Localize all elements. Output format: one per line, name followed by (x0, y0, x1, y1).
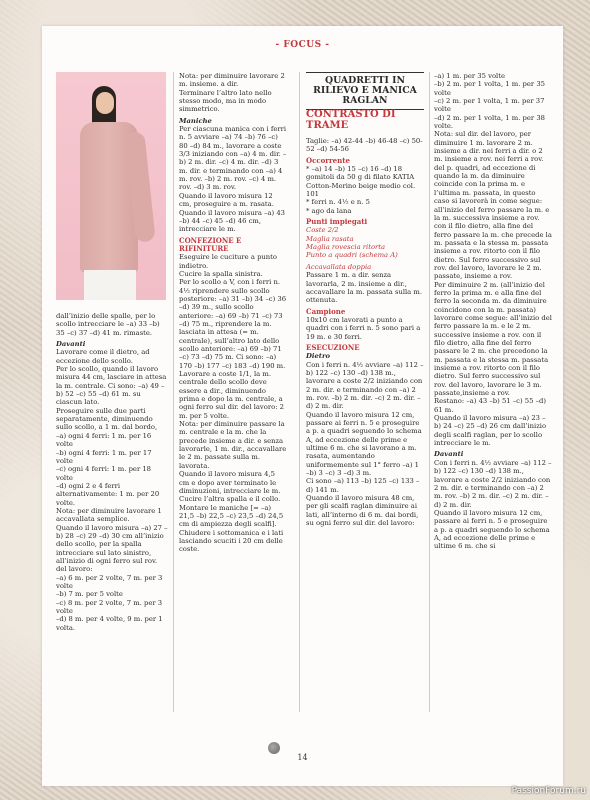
paragraph: Quando il lavoro misura 12 cm, proseguire a m. rasata. (179, 191, 274, 209)
paragraph: Nota: sul dir. del lavoro, per diminuire 1 m. lavorare 2 m. insieme a dir. nei ferri a dir. o 2 m. insieme a rov. nei ferri a rov. del p. quadri, ad eccezione di quando la m. da diminuire coincide con la prima m. e l’ultima m. passata, in questo caso si lavorerà in come segue: all’inizio del ferro passare la m. e la m. successiva insieme a rov. con il filo dietro, alla fine del ferro passare la m. che precede la m. passata e la stessa m. passata insieme a rov. ritorto con il filo dietro. Sul ferro successivo sul rov. del lavoro, lavorare le 2 m. passate, insieme a rov. (434, 130, 552, 281)
paragraph: –b) ogni 4 ferri: 1 m. per 17 volte (56, 448, 152, 465)
paragraph: Con i ferri n. 4½ avviare –a) 112 –b) 122 –c) 130 –d) 138 m., lavorare a coste 2/2 iniziando con 2 m. dir. e terminando con –a) 2 m. rov. –b) 2 m. dir. –c) 2 m. dir. –d) 2 m. dir. (434, 458, 552, 509)
paragraph: Quando il lavoro misura 4,5 cm e dopo aver terminato le diminuzioni, intrecciare le m. (179, 470, 281, 495)
column-divider (173, 72, 174, 712)
paragraph: Cucire la spalla sinistra. (179, 269, 263, 278)
list-item: * ferri n. 4½ e n. 5 (306, 198, 370, 207)
pattern-subtitle: CONTRASTO DI TRAME (306, 109, 396, 131)
section-heading: CONFEZIONE E RIFINITURE (179, 235, 242, 253)
paragraph: Nota: per diminuire passare la m. centrale e la m. che la precede insieme a dir. e senza lavorarle, 1 m. dir., accavallare le 2 m. passate sulla m. lavorata. (179, 420, 287, 470)
paragraph: Per ciascuna manica con i ferri n. 5 avviare –a) 74 –b) 76 –c) 80 –d) 84 m., lavorare a coste 3/3 iniziando con –a) 4 m. dir. –b) 2 m. dir. –c) 4 m. dir. –d) 3 m. dir. e terminando con –a) 4 m. rov. –b) 2 m. rov. –c) 4 m. rov. –d) 3 m. rov. (179, 125, 287, 192)
paragraph: –c) ogni 4 ferri: 1 m. per 18 volte (56, 465, 152, 482)
column-divider (299, 72, 300, 712)
paragraph: Per lo scollo, quando il lavoro misura 44 cm, lasciare in attesa la m. centrale. Ci sono: –a) 49 –b) 52 –c) 55 –d) 61 m. su ciascun lato. (56, 365, 167, 407)
photo-skirt (84, 270, 136, 300)
paragraph: Nota: per diminuire lavorare 2 m. insieme. a dir. (179, 72, 285, 89)
paragraph: Restano: –a) 43 –b) 51 –c) 55 –d) 61 m. (434, 397, 547, 414)
list-item: Maglia rasata (306, 234, 354, 243)
paragraph: Lavorare a coste 1/1, la m. centrale dello scollo deve essere a dir., diminuendo prima e dopo la m. centrale, a ogni ferro sul dir. del lavoro: 2 m. per 5 volte. (179, 370, 284, 420)
column-1 (56, 312, 168, 632)
sizes: Taglie: –a) 42-44 –b) 46-48 –c) 50-52 –d) 54-56 (306, 137, 423, 154)
section-heading: ESECUZIONE (306, 342, 360, 352)
paragraph: Per diminuire 2 m. (all’inizio del ferro la prima m. e alla fine del ferro la seconda m. da diminuire coincidono con la m. passata) lavorare come segue: all’inizio del ferro passare la m. e le 2 m. successive insieme a rov. con il filo dietro, alla fine del ferro passare le 2 m. che precedono la m. passata e la stessa m. passata insieme a rov. ritorto con il filo dietro. Sul ferro successivo sul rov. del lavoro, lavorare le 3 m. passate,insieme a rov. (434, 280, 552, 398)
section-heading: Dietro (306, 352, 331, 361)
column-divider (429, 72, 430, 712)
model-photo (56, 72, 166, 300)
column-3 (306, 72, 424, 527)
section-heading: Davanti (434, 450, 464, 459)
paragraph: Per lo scollo a V, con i ferri n. 4½ riprendere sullo scollo posteriore: –a) 31 –b) 34 –c) 36 –d) 39 m., sullo scollo anteriore: –a) 69 –b) 71 –c) 73 –d) 75 m., riprendere la m. lasciata in attesa (= m. centrale), sull’altro lato dello scollo anteriore: –a) 69 –b) 71 –c) 73 –d) 75 m. Ci sono: –a) 170 –b) 177 –c) 183 –d) 190 m. (179, 278, 287, 370)
paragraph: –d) 8 m. per 4 volte, 9 m. per 1 volta. (56, 615, 163, 632)
paragraph: Montare le maniche [= –a) 21,5 –b) 22,5 –c) 23,5 –d) 24,5 cm di ampiezza degli scalfi]. Chiudere i sottomanica e i lati lasciando scuciti i 20 cm delle coste. (179, 503, 284, 554)
paragraph: Proseguire sulle due parti separatamente, diminuendo sullo scollo, a 1 m. dal bordo, (56, 406, 158, 432)
section-heading: Punti impiegati (306, 217, 368, 227)
paragraph: –a) 1 m. per 35 volte (434, 72, 505, 80)
list-item: Punto a quadri (schema A) (306, 251, 398, 260)
paragraph: –a) 6 m. per 2 volte, 7 m. per 3 volte (56, 573, 163, 590)
list-item: * –a) 14 –b) 15 –c) 16 –d) 18 gomitoli da 50 g di filato KATIA Cotton-Merino beige medio col. 101 (306, 165, 416, 199)
paragraph: Quando il lavoro misura –a) 43 –b) 44 –c) 45 –d) 46 cm, intrecciare le m. (179, 208, 286, 234)
paragraph: –c) 8 m. per 2 volte, 7 m. per 3 volte (56, 598, 163, 616)
list-item: * ago da lana (306, 206, 352, 215)
section-heading: Maniche (179, 116, 212, 125)
paragraph: Terminare l’altro lato nello stesso modo, ma in modo simmetrico. (179, 88, 272, 114)
section-heading: Campione (306, 306, 346, 316)
page-number: 14 (297, 753, 308, 762)
paragraph: Quando il lavoro misura 12 cm, passare ai ferri n. 5 e proseguire a p. a quadri seguendo lo schema A, ad eccezione delle prime e ultime 6 m. che si (434, 508, 550, 551)
photo-face (96, 92, 114, 114)
paragraph: 10x10 cm lavorati a punto a quadri con i ferri n. 5 sono pari a 19 m. e 30 ferri. (306, 315, 421, 341)
pattern-title: QUADRETTI IN RILIEVO E MANICA RAGLAN (306, 72, 424, 110)
paragraph: –d) 2 m. per 1 volta, 1 m. per 38 volte. (434, 113, 545, 131)
paragraph: Quando il lavoro misura –a) 23 –b) 24 –c) 25 –d) 26 cm dall’inizio degli scalfi raglan, per lo scollo intrecciare le m. (434, 414, 547, 448)
paragraph: dall’inizio delle spalle, per lo scollo intrecciare le –a) 33 –b) 35 –c) 37 –d) 41 m. rimaste. (56, 312, 160, 337)
paragraph: –b) 2 m. per 1 volta, 1 m. per 35 volte (434, 80, 545, 97)
paragraph: Quando il lavoro misura 48 cm, per gli scalfi raglan diminuire ai lati, all’interno di 6 m. dai bordi, su ogni ferro sul dir. del lavoro: (306, 494, 419, 528)
column-2 (179, 72, 287, 554)
paragraph: –a) ogni 4 ferri: 1 m. per 16 volte (56, 431, 152, 449)
paragraph: –c) 2 m. per 1 volta, 1 m. per 37 volte (434, 97, 545, 114)
list-item: Maglia rovescia ritorta (306, 243, 386, 252)
paragraph: Nota: per diminuire lavorare 1 accavallata semplice. (56, 506, 162, 524)
paragraph: Passare 1 m. a dir. senza lavorarla, 2 m. insieme a dir., accavallare la m. passata sulla m. ottenuta. (306, 271, 423, 305)
list-item: Coste 2/2 (306, 226, 339, 235)
watermark: PassionForum.ru (511, 786, 586, 796)
paragraph: Quando il lavoro misura 12 cm, passare ai ferri n. 5 e proseguire a p. a quadri seguendo lo schema A, ad eccezione delle prime e ultime 6 m. che si lavorano a m. rasata, aumentando uniformemente sul 1° ferro –a) 1 –b) 3 –c) 3 –d) 3 m. (306, 410, 422, 478)
section-heading: Davanti (56, 340, 86, 349)
paragraph: –b) 7 m. per 5 volte (56, 590, 123, 599)
paragraph: Eseguire le cuciture a punto indietro. (179, 253, 278, 270)
section-heading: Occorrente (306, 155, 350, 165)
paragraph: –d) ogni 2 e 4 ferri alternativamente: 1 m. per 20 volte. (56, 481, 160, 507)
section-heading: Accavallata doppia (306, 262, 372, 271)
magazine-page (42, 26, 563, 786)
paragraph: Lavorare come il dietro, ad eccezione dello scollo. (56, 348, 150, 365)
paragraph: Ci sono –a) 113 –b) 125 –c) 133 –d) 141 m. (306, 477, 420, 494)
paragraph: Quando il lavoro misura –a) 27 –b) 28 –c) 29 –d) 30 cm all’inizio dello scollo, per la spalla intrecciare sul lato sinistro, all’inizio di ogni ferro sul rov. del lavoro: (56, 523, 168, 574)
page-header: - FOCUS - (275, 40, 330, 50)
column-4 (434, 72, 552, 551)
paragraph: Con i ferri n. 4½ avviare –a) 112 –b) 122 –c) 130 –d) 138 m., lavorare a coste 2/2 iniziando con 2 m. dir. e terminando con –a) 2 m. rov. –b) 2 m. dir. –c) 2 m. dir. –d) 2 m. dir. (306, 360, 424, 411)
paragraph: Cucire l’altra spalla e il collo. (179, 495, 281, 504)
